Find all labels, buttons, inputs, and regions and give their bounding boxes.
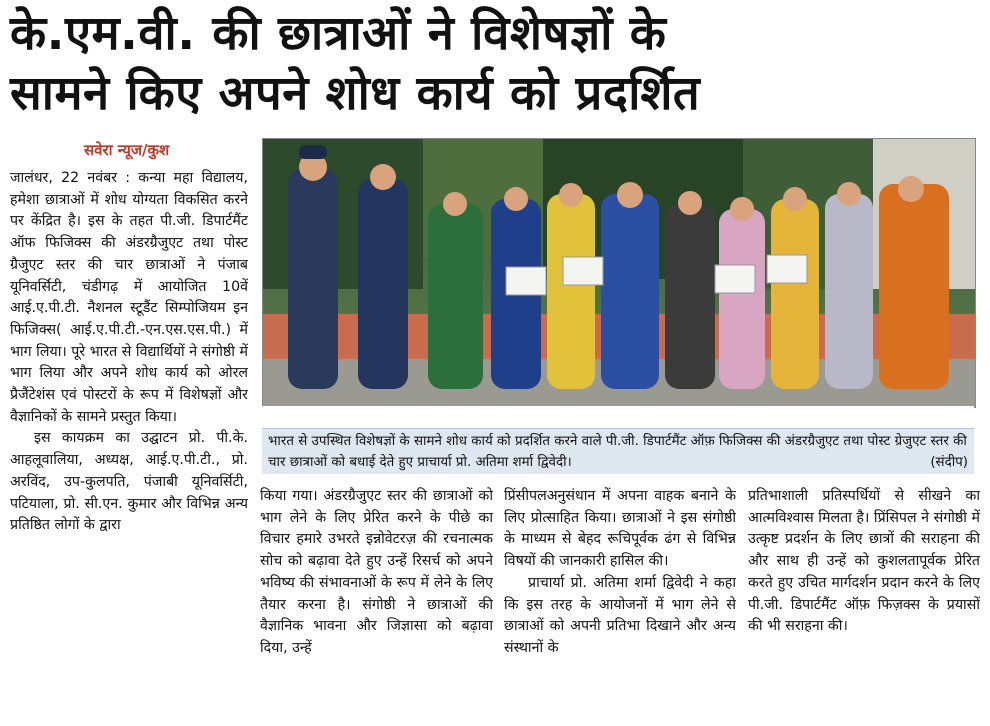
article-paragraph: प्रतिभाशाली प्रतिस्पर्धियों से सीखने का आत्मविश्वास मिलता है। प्रिंसिपल ने संगोष्ठी में उत्कृष्ट प्रदर्शन के लिए छात्रों की सराहना की और साथ ही उन्हें को कुशलतापूर्वक प्रेरित करते हुए उचित मार्गदर्शन प्रदान करने के लिए पी.जी. डिपार्टमैंट ऑफ़ फिज़क्स के प्रयासों की भी सराहना की।	[748, 488, 980, 635]
article-column-2	[260, 486, 493, 718]
byline: सवेरा न्यूज/कुश	[84, 141, 170, 159]
article-column-3	[504, 486, 736, 718]
headline-line-1: के.एम.वी. की छात्राओं ने विशेषज्ञों के	[10, 6, 667, 61]
group-photo-illustration	[263, 139, 975, 407]
caption-text: भारत से उपस्थित विशेषज्ञों के सामने शोध कार्य को प्रदर्शित करने वाले पी.जी. डिपार्टमैंट ऑफ़ फिजिक्स की अंडरग्रैजुएट तथा पोस्ट ग्रेजुएट स्तर की चार छात्राओं को बधाई देते हुए प्राचार्या प्रो. अतिमा शर्मा द्विवेदी।	[268, 434, 967, 470]
article-column-4	[748, 486, 980, 718]
article-paragraph: प्राचार्या प्रो. अतिमा शर्मा द्विवेदी ने कहा कि इस तरह के आयोजनों में भाग लेने से छात्राओं को अपनी प्रतिभा दिखाने और अन्य संस्थानों के	[504, 574, 736, 656]
photo-credit: (संदीप)	[930, 455, 968, 470]
news-photo	[262, 138, 976, 408]
headline-line-2: सामने किए अपने शोध कार्य को प्रदर्शित	[10, 66, 701, 121]
photo-bottom-spacer	[262, 406, 974, 428]
headline	[10, 4, 980, 124]
article-paragraph: किया गया। अंडरग्रैजुएट स्तर की छात्राओं को भाग लेने के लिए प्रेरित करने के पीछे का विचार हमारे उभरते इन्नोवेटरज़ की रचनात्मक सोच को बढ़ावा देते हुए उन्हें रिसर्च को अपने भविष्य की संभावनाओं के रूप में लेने के लिए तैयार करना है। संगोष्ठी ने छात्राओं की वैज्ञानिक भावना और जिज्ञासा को बढ़ावा दिया, उन्हें	[260, 488, 493, 656]
article-paragraph: जालंधर, 22 नवंबर : कन्या महा विद्यालय, हमेशा छात्राओं में शोध योग्यता विकसित करने पर केंद्रित है। इस के तहत पी.जी. डिपार्टमैंट ऑफ फिजिक्स की अंडरग्रैजुएट तथा पोस्ट ग्रैजुएट स्तर की चार छात्राओं ने पंजाब यूनिवर्सिटी, चंडीगढ़ में आयोजित 10वें आई.ए.पी.टी. नैशनल स्टूडैंट सिम्पोजियम इन फिजिक्स( आई.ए.पी.टी.-एन.एस.एस.पी.) में भाग लिया। पूरे भारत से विद्यार्थियों ने संगोष्ठी में भाग लिया और अपने शोध कार्य को ओरल प्रैजैंटेशंस एवं पोस्टरों के रूप में विशेषज्ञों और वैज्ञानिकों के सामने प्रस्तुत किया।	[10, 170, 248, 425]
article-paragraph: इस कायक्रम का उद्घाटन प्रो. पी.के. आहलूवालिया, अध्यक्ष, आई.ए.पी.टी., प्रो. अरविंद, उप-कुलपति, पंजाबी यूनिवर्सिटी, पटियाला, प्रो. सी.एन. कुमार और विभिन्न अन्य प्रतिष्ठित लोगों के द्वारा	[10, 430, 248, 534]
article-column-1	[10, 168, 248, 716]
photo-caption	[262, 428, 974, 474]
article-paragraph: प्रिंसीपलअनुसंधान में अपना वाहक बनाने के लिए प्रोत्साहित किया। छात्राओं ने इस संगोष्ठी के माध्यम से बेहद रूचिपूर्वक ढंग से विभिन्न विषयों की जानकारी हासिल की।	[504, 488, 736, 570]
